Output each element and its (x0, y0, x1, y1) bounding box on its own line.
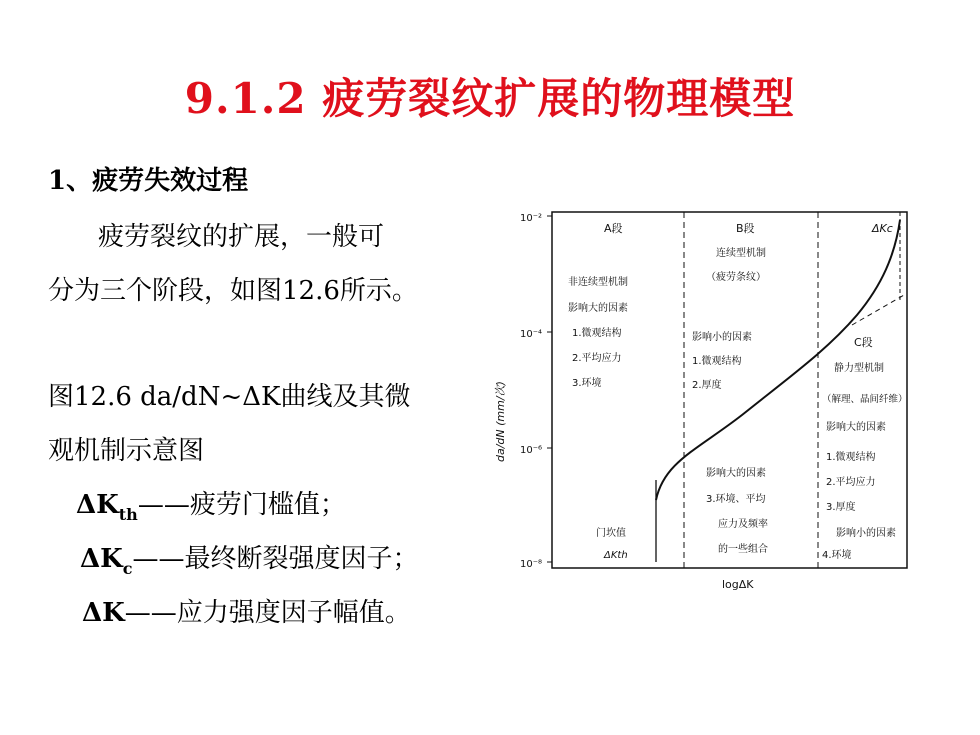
stage-a-mechanism: 非连续型机制 (568, 277, 628, 288)
stage-c-big-factor: 3.厚度 (826, 502, 856, 513)
legend-description: ——最终断裂强度因子； (132, 544, 419, 574)
y-tick-label: 10⁻² (520, 213, 543, 224)
figure-caption-line-1: 图12.6 da/dN~ΔK曲线及其微 (48, 382, 411, 412)
threshold-symbol: ΔKth (604, 550, 628, 561)
stage-b-small-heading: 影响小的因素 (692, 332, 752, 343)
y-tick-label: 10⁻⁴ (520, 329, 543, 340)
stage-c-mechanism-note: （解理、晶间纤维） (822, 394, 908, 405)
legend-symbol: ΔK (80, 544, 123, 574)
y-tick-label: 10⁻⁶ (520, 445, 543, 456)
x-axis-label: logΔK (722, 578, 754, 591)
legend-symbol: ΔK (76, 490, 119, 520)
stage-c-mechanism: 静力型机制 (834, 363, 884, 374)
section-heading: 1、疲劳失效过程 (48, 166, 249, 196)
stage-a-factor-heading: 影响大的因素 (568, 303, 628, 314)
stage-b-big-factor: 3.环境、平均 (706, 494, 766, 505)
stage-b-title: B段 (736, 222, 755, 235)
stage-b-small-factor: 2.厚度 (692, 380, 722, 391)
stage-b-mechanism: 连续型机制 (716, 248, 766, 259)
stage-b-big-heading: 影响大的因素 (706, 468, 766, 479)
legend-description: ——疲劳门槛值； (137, 490, 346, 520)
dadn-curve-diagram (492, 200, 942, 600)
figure-caption-line-2: 观机制示意图 (48, 436, 205, 466)
stage-c-small-heading: 影响小的因素 (836, 528, 896, 539)
paragraph-line-2: 分为三个阶段，如图12.6所示。 (48, 276, 418, 306)
stage-a-factor: 2.平均应力 (572, 353, 622, 364)
stage-c-big-heading: 影响大的因素 (826, 422, 886, 433)
stage-c-big-factor: 1.微观结构 (826, 452, 876, 463)
legend-description: ——应力强度因子幅值。 (124, 598, 411, 628)
paragraph-line-1: 疲劳裂纹的扩展，一般可 (98, 222, 385, 252)
y-tick-label: 10⁻⁸ (520, 559, 543, 570)
stage-b-small-factor: 1.微观结构 (692, 356, 742, 367)
y-axis-label: da/dN (mm/次) (494, 381, 507, 462)
stage-c-small-factor: 4.环境 (822, 550, 852, 561)
plot-frame (552, 212, 907, 568)
stage-a-title: A段 (604, 222, 623, 235)
legend-kc (80, 538, 419, 578)
stage-a-factor: 3.环境 (572, 378, 602, 389)
stage-a-factor: 1.微观结构 (572, 328, 622, 339)
page-title: 9.1.2 疲劳裂纹扩展的物理模型 (184, 74, 796, 123)
stage-b-big-factor: 的一些组合 (718, 544, 768, 555)
threshold-label: 门坎值 (596, 528, 626, 539)
dadn-curve-figure (492, 200, 942, 600)
legend-subscript: c (122, 559, 133, 578)
kc-label: ΔKc (872, 222, 893, 235)
stage-b-mechanism-note: （疲劳条纹） (706, 272, 766, 283)
stage-c-title: C段 (854, 336, 873, 349)
legend-symbol: ΔK (82, 598, 125, 628)
legend-subscript: th (118, 505, 138, 524)
legend-k (82, 592, 411, 629)
stage-b-big-factor: 应力及频率 (718, 519, 768, 530)
stage-c-big-factor: 2.平均应力 (826, 477, 876, 488)
legend-kth (76, 484, 346, 524)
